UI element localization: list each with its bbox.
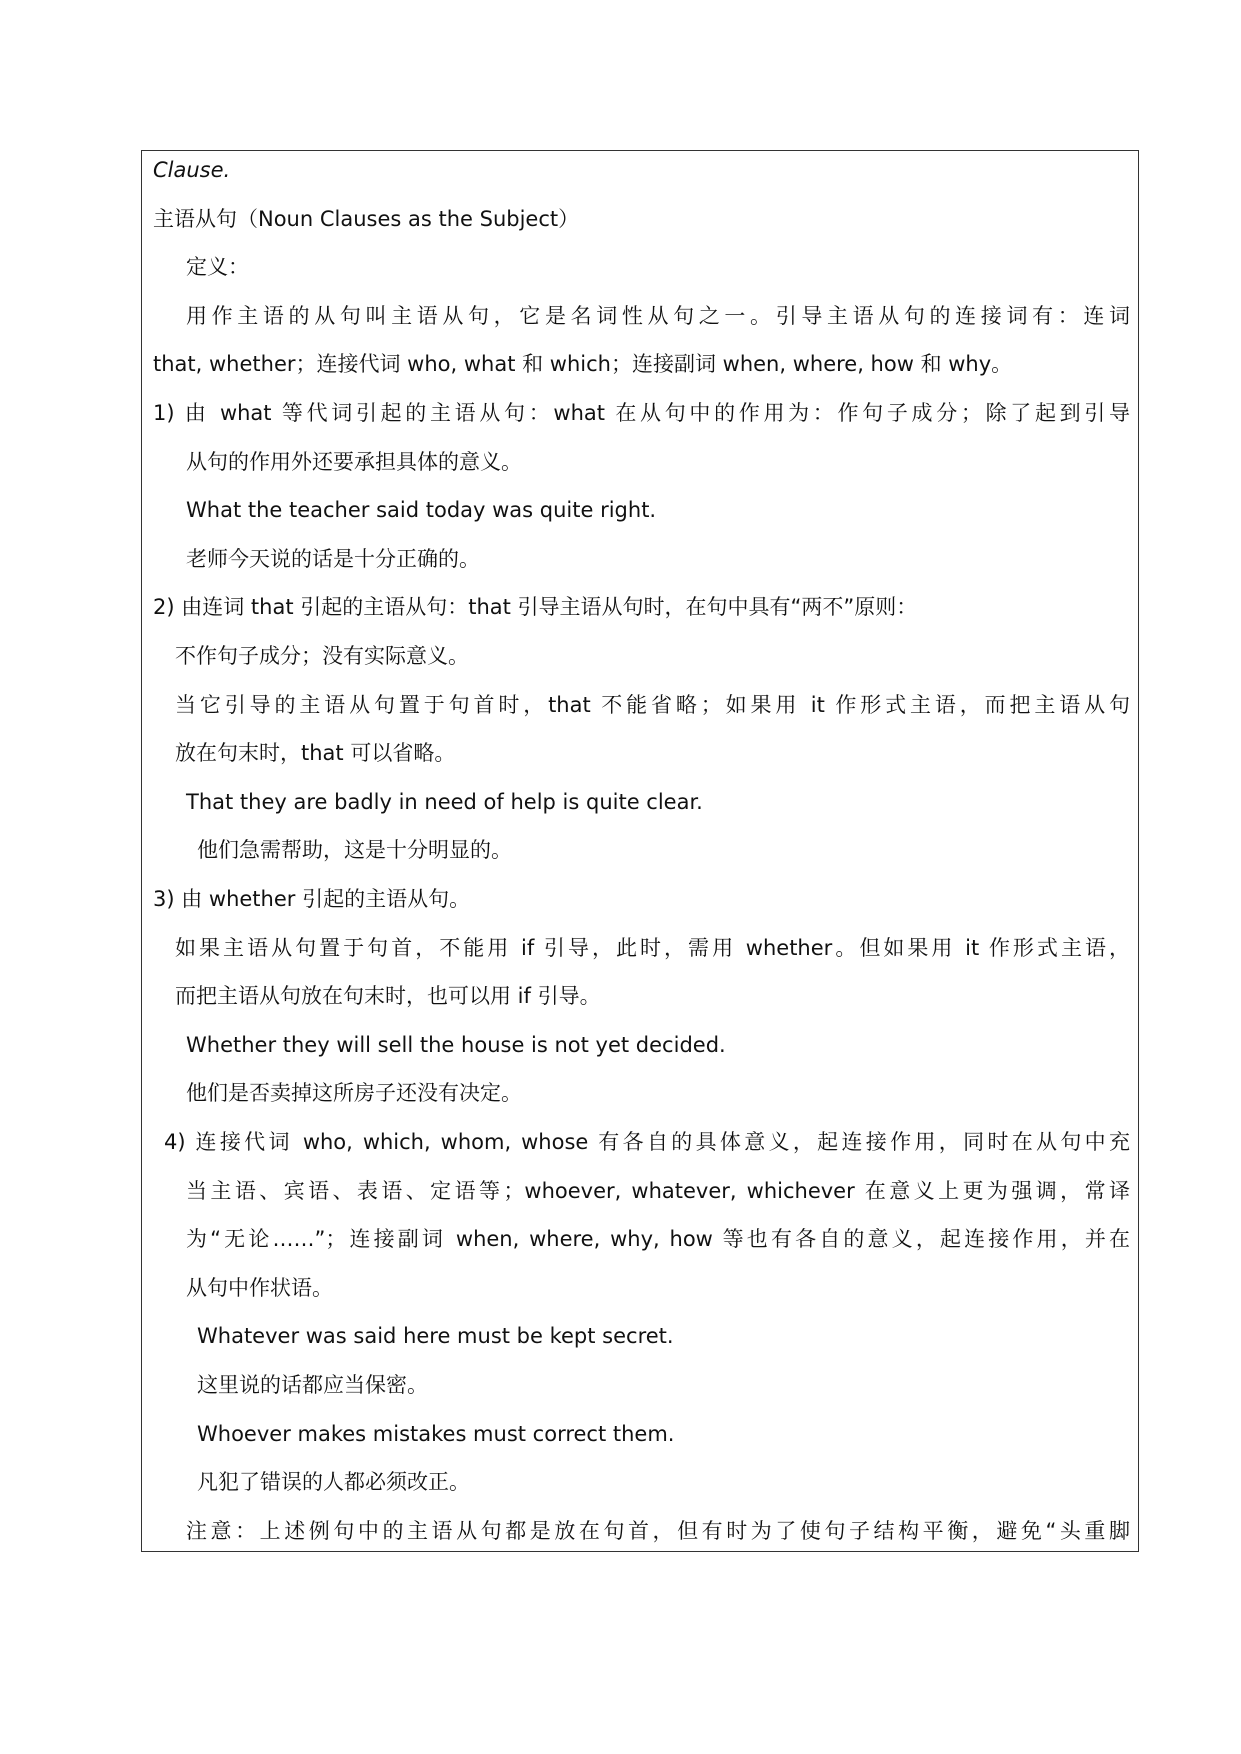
text-line: 而把主语从句放在句末时，也可以用 if 引导。	[175, 984, 601, 1009]
text-line: 凡犯了错误的人都必须改正。	[197, 1470, 470, 1495]
text-line: 如果主语从句置于句首，不能用 if 引导，此时，需用 whether。但如果用 it 作形式主语，	[175, 935, 1130, 960]
text-line: Whatever was said here must be kept secret.	[197, 1324, 674, 1349]
text-line: 放在句末时，that 可以省略。	[175, 741, 456, 766]
text-line: What the teacher said today was quite right.	[186, 498, 657, 523]
text-line: 这里说的话都应当保密。	[197, 1373, 428, 1397]
text-line: 定义：	[186, 255, 249, 280]
text-line: 当它引导的主语从句置于句首时，that 不能省略；如果用 it 作形式主语，而把主语从句	[175, 692, 1130, 717]
text-line: that, whether；连接代词 who, what 和 which；连接副词 when, where, how 和 why。	[153, 352, 1013, 377]
text-line: 老师今天说的话是十分正确的。	[186, 546, 480, 571]
text-line: 他们急需帮助，这是十分明显的。	[197, 838, 512, 863]
text-line: 当主语、宾语、表语、定语等；whoever, whatever, whichever 在意义上更为强调，常译	[186, 1178, 1130, 1203]
text-line: 4) 连接代词 who, which, whom, whose 有各自的具体意义，起连接作用，同时在从句中充	[164, 1130, 1130, 1154]
text-line: Clause.	[153, 158, 231, 182]
text-line: 用作主语的从句叫主语从句，它是名词性从句之一。引导主语从句的连接词有：连词	[186, 303, 1130, 328]
text-line: 为“无论……”；连接副词 when, where, why, how 等也有各自的意义，起连接作用，并在	[186, 1227, 1130, 1252]
text-line: That they are badly in need of help is quite clear.	[186, 789, 703, 814]
document-frame	[141, 150, 1139, 1552]
text-line: 主语从句（Noun Clauses as the Subject）	[153, 206, 580, 231]
text-line: 从句的作用外还要承担具体的意义。	[186, 449, 522, 474]
text-line: 1) 由 what 等代词引起的主语从句：what 在从句中的作用为：作句子成分；除了起到引导	[153, 401, 1130, 425]
text-line: 他们是否卖掉这所房子还没有决定。	[186, 1081, 522, 1106]
text-line: 2) 由连词 that 引起的主语从句：that 引导主语从句时，在句中具有“两不”原则：	[153, 595, 918, 620]
text-line: Whoever makes mistakes must correct them.	[197, 1421, 675, 1446]
text-line: Whether they will sell the house is not yet decided.	[186, 1032, 726, 1057]
text-line: 不作句子成分；没有实际意义。	[175, 644, 469, 668]
text-line: 注意：上述例句中的主语从句都是放在句首，但有时为了使句子结构平衡，避免“头重脚	[186, 1518, 1130, 1543]
text-line: 3) 由 whether 引起的主语从句。	[153, 887, 471, 911]
text-line: 从句中作状语。	[186, 1275, 333, 1300]
